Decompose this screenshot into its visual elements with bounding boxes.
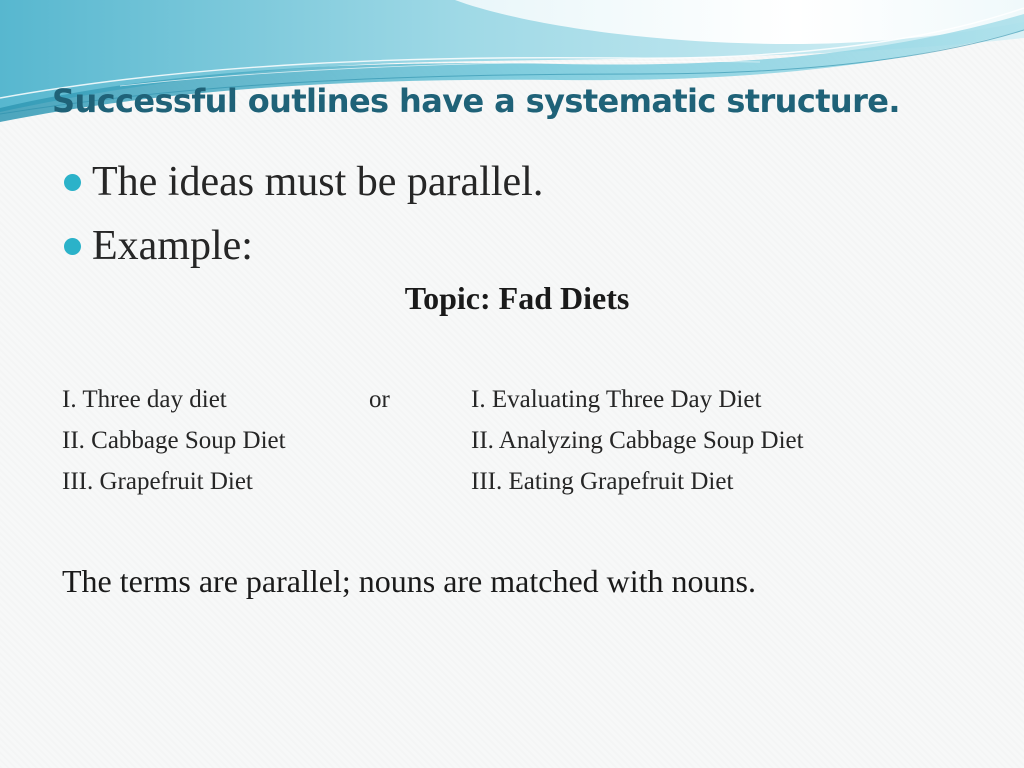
bullet-list [64, 150, 543, 278]
bullet-dot-icon [64, 174, 81, 191]
outline-left-item-1: I. Three day diet [62, 386, 227, 413]
topic-heading: Topic: Fad Diets [404, 280, 630, 316]
outline-connector: or [369, 386, 390, 413]
bullet-text: Example: [92, 223, 253, 269]
outline-right-item-1: I. Evaluating Three Day Diet [471, 386, 762, 413]
bullet-text: The ideas must be parallel. [92, 159, 544, 205]
bullet-dot-icon [64, 238, 81, 255]
conclusion-text: The terms are parallel; nouns are matched with nouns. [62, 563, 756, 599]
outline-right-item-2: II. Analyzing Cabbage Soup Diet [471, 427, 804, 454]
outline-left-item-3: III. Grapefruit Diet [62, 468, 253, 495]
bullet-item [64, 214, 543, 278]
outline-right-item-3: III. Eating Grapefruit Diet [471, 468, 734, 495]
outline-left-item-2: II. Cabbage Soup Diet [62, 427, 286, 454]
bullet-item [64, 150, 543, 214]
slide-title: Successful outlines have a systematic structure. [52, 82, 900, 120]
